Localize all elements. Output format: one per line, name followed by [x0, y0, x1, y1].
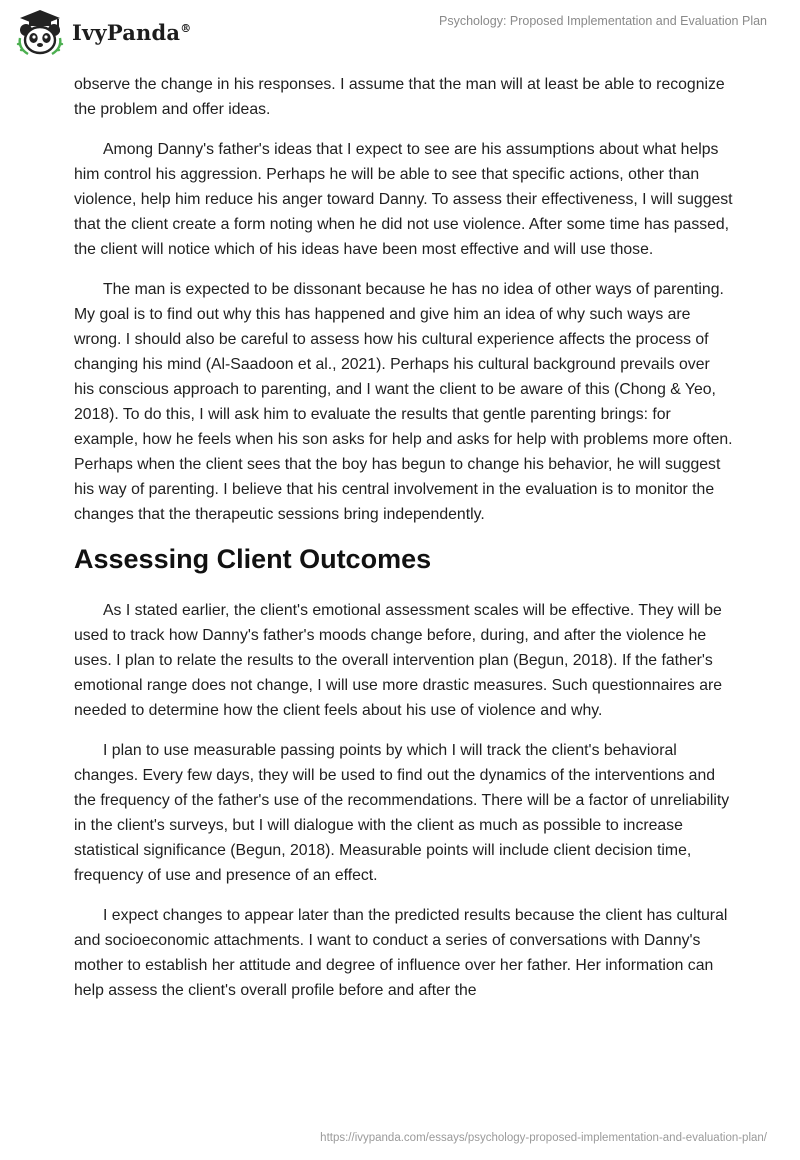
registered-mark: ®	[180, 21, 192, 35]
document-title: Psychology: Proposed Implementation and Evaluation Plan	[439, 14, 767, 28]
source-url[interactable]: https://ivypanda.com/essays/psychology-proposed-implementation-and-evaluation-plan/	[320, 1132, 767, 1144]
paragraph: Among Danny's father's ideas that I expect to see are his assumptions about what helps him control his aggression. Perhaps he will be able to see that specific actions, other than violence, help him reduce his anger toward Danny. To assess their effectiveness, I will suggest that the client create a form noting when he did not use violence. After some time has passed, the client will notice which of his ideas have been most effective and will use those.	[74, 141, 733, 258]
brand-label: IvyPanda	[72, 19, 181, 45]
brand-name	[72, 20, 191, 45]
essay-content	[74, 72, 734, 1018]
paragraph: As I stated earlier, the client's emotional assessment scales will be effective. They will be used to track how Danny's father's moods change before, during, and after the violence he uses. I plan to relate the results to the overall intervention plan (Begun, 2018). If the father's emotional range does not change, I will use more drastic measures. Such questionnaires are needed to determine how the client feels about his use of violence and why.	[74, 602, 723, 719]
paragraph: I expect changes to appear later than the predicted results because the client has cultural and socioeconomic attachments. I want to conduct a series of conversations with Danny's mother to establish her attitude and degree of influence over her father. Her information can help assess the client's overall profile before and after the	[74, 907, 728, 999]
paragraph-continued: observe the change in his responses. I assume that the man will at least be able to recognize the problem and offer ideas.	[74, 76, 725, 118]
section-heading: Assessing Client Outcomes	[74, 544, 432, 574]
page-header	[0, 0, 800, 66]
panda-graduate-icon	[14, 8, 66, 56]
paragraph: The man is expected to be dissonant because he has no idea of other ways of parenting. My goal is to find out why this has happened and give him an idea of why such ways are wrong. I should also be careful to assess how his cultural experience affects the process of changing his mind (Al-Saadoon et al., 2021). Perhaps his cultural background prevails over his conscious approach to parenting, and I want the client to be aware of this (Chong & Yeo, 2018). To do this, I will ask him to evaluate the results that gentle parenting brings: for example, how he feels when his son asks for help and asks for help with problems more often. Perhaps when the client sees that the boy has begun to change his behavior, he will suggest his way of parenting. I believe that his central involvement in the evaluation is to monitor the changes that the therapeutic sessions bring independently.	[74, 281, 733, 523]
paragraph: I plan to use measurable passing points by which I will track the client's behavioral changes. Every few days, they will be used to find out the dynamics of the interventions and the frequency of the father's use of the recommendations. There will be a factor of unreliability in the client's surveys, but I will dialogue with the client as much as possible to increase statistical significance (Begun, 2018). Measurable points will include client decision time, frequency of use and presence of an effect.	[74, 742, 730, 884]
ivypanda-logo[interactable]	[14, 8, 191, 56]
